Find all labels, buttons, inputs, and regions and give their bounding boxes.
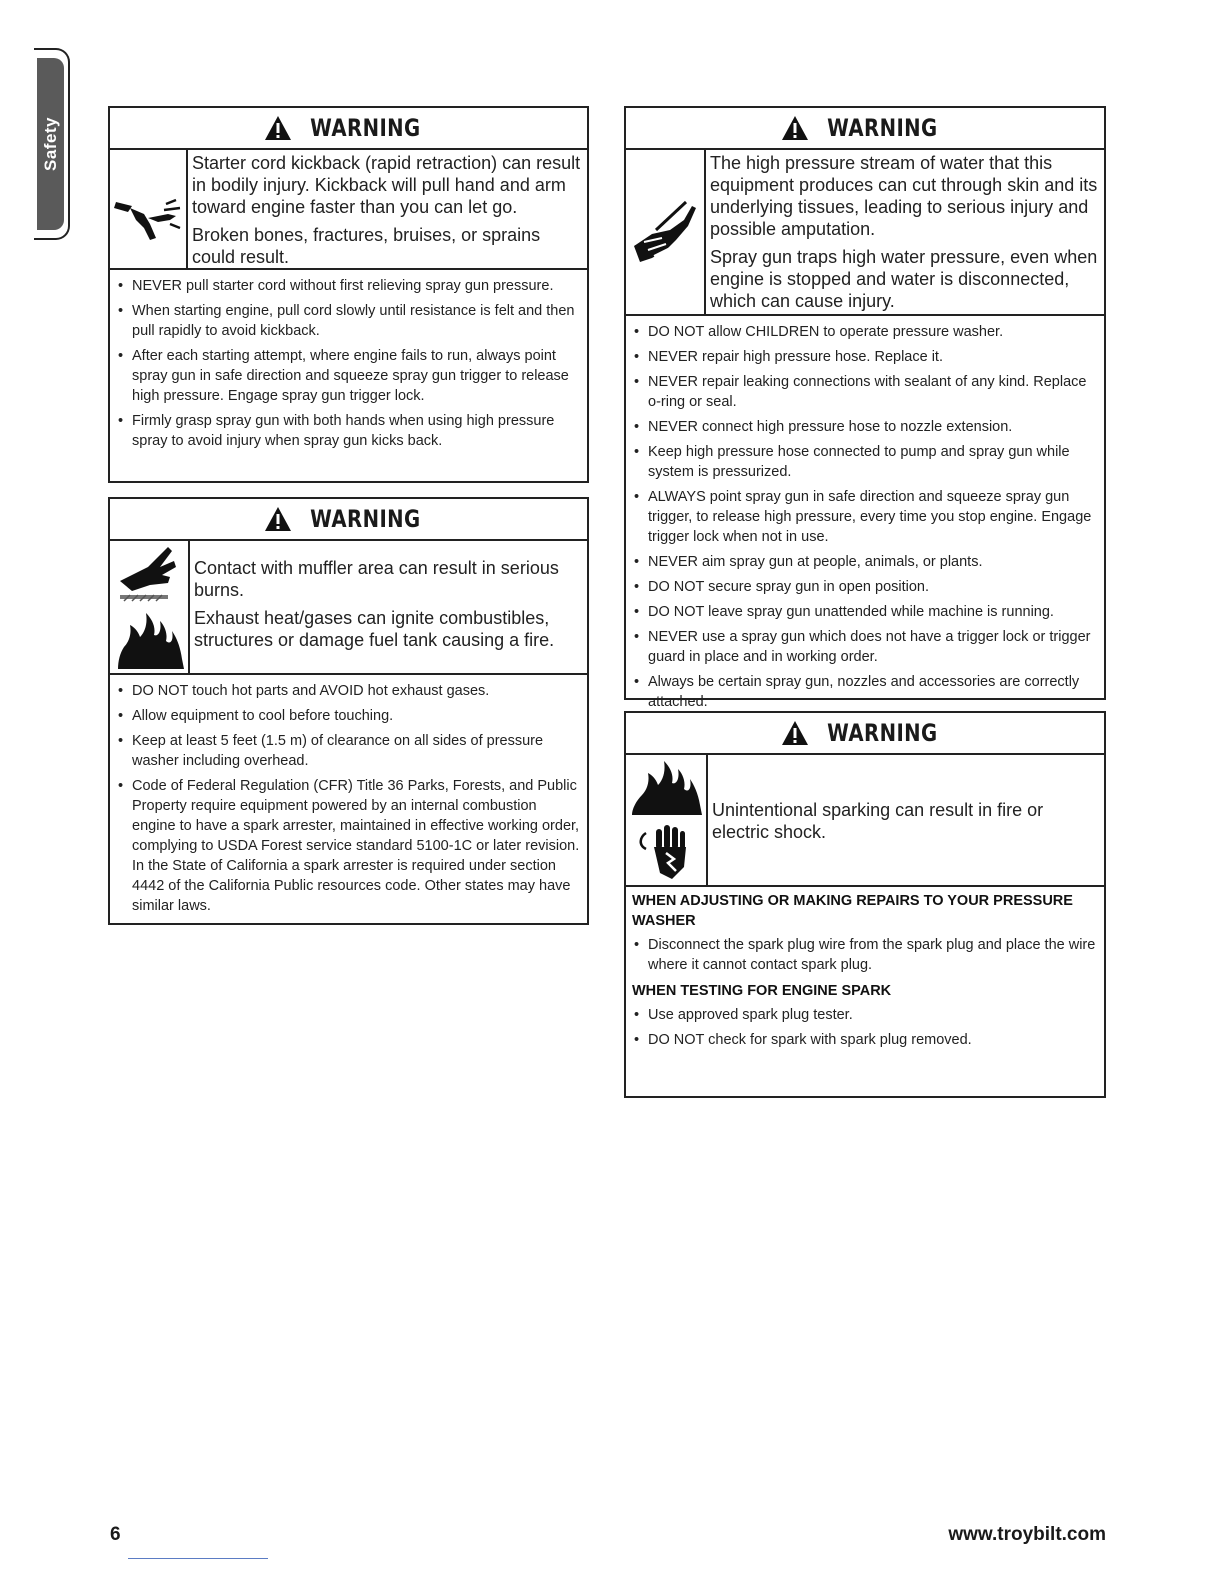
warning-triangle-icon — [781, 720, 809, 746]
list-item: • NEVER pull starter cord without first relieving spray gun pressure. — [118, 276, 581, 296]
list-item: • ALWAYS point spray gun in safe direction and squeeze spray gun trigger, to release high pressure, every time you stop engine. Engage trigger lock when not in use. — [634, 487, 1098, 547]
kickback-pictogram — [110, 150, 188, 268]
list-item: • Keep at least 5 feet (1.5 m) of clearance on all sides of pressure washer including overhead. — [118, 731, 581, 771]
safety-tab-fill — [37, 58, 64, 230]
website-url: www.troybilt.com — [948, 1524, 1106, 1545]
list-item: • NEVER aim spray gun at people, animals, or plants. — [634, 552, 1098, 572]
section-title-testing: WHEN TESTING FOR ENGINE SPARK — [632, 983, 892, 999]
warning-title: WARNING — [826, 719, 938, 747]
list-item: • Always be certain spray gun, nozzles and accessories are correctly attached. — [634, 672, 1098, 712]
warning-box-high-pressure — [624, 106, 1106, 710]
hazard-line-1: Unintentional sparking can result in fire or electric shock. — [712, 800, 1044, 842]
warning-header — [110, 108, 587, 150]
list-item: • DO NOT secure spray gun in open position. — [634, 577, 1098, 597]
list-item: • Keep high pressure hose connected to pump and spray gun while system is pressurized. — [634, 442, 1098, 482]
footer-divider — [128, 1558, 268, 1559]
burn-fire-pictogram — [110, 541, 190, 673]
hazard-line-1: Starter cord kickback (rapid retraction) can result in bodily injury. Kickback will pull hand and arm toward engine faster than you can let go. — [192, 153, 581, 217]
hazard-row — [110, 541, 587, 675]
list-item: • NEVER repair leaking connections with sealant of any kind. Replace o-ring or seal. — [634, 372, 1098, 412]
muffler-bullet-list — [110, 675, 587, 922]
hazard-row — [626, 755, 1104, 885]
testing-bullet-list — [626, 1001, 1104, 1056]
high-pressure-pictogram — [626, 150, 706, 314]
kickback-hand-icon — [110, 150, 186, 268]
hazard-text — [706, 150, 1104, 314]
hazard-text — [708, 755, 1104, 885]
warning-box-muffler — [108, 497, 589, 925]
warning-box-spark — [624, 711, 1106, 1098]
hazard-line-2: Spray gun traps high water pressure, even when engine is stopped and water is disconnected, which can cause injury. — [710, 247, 1098, 311]
list-item: • DO NOT leave spray gun unattended while machine is running. — [634, 602, 1098, 622]
warning-triangle-icon — [781, 115, 809, 141]
warning-triangle-icon — [264, 115, 292, 141]
hazard-line-1: The high pressure stream of water that this equipment produces can cut through skin and its underlying tissues, leading to serious injury and possible amputation. — [710, 153, 1098, 239]
high-pressure-bullet-list — [626, 316, 1104, 718]
list-item: • DO NOT allow CHILDREN to operate pressure washer. — [634, 322, 1098, 342]
hazard-row — [110, 150, 587, 270]
warning-title: WARNING — [310, 505, 421, 533]
warning-triangle-icon — [264, 506, 292, 532]
kickback-bullet-list — [110, 270, 587, 457]
warning-header — [626, 713, 1104, 755]
list-item: • DO NOT check for spark with spark plug removed. — [634, 1030, 1098, 1050]
list-item: • Code of Federal Regulation (CFR) Title 36 Parks, Forests, and Public Property require equipment powered by an internal combustion engine to have a spark arrester, maintained in effective working order, complying to USDA Forest service standard 5100-1C or later revision. In the State of California a spark arrester is required under section 4442 of the California Public resources code. Other states may have similar laws. — [118, 776, 581, 916]
repairs-bullet-list — [626, 931, 1104, 977]
list-item: • NEVER use a spray gun which does not have a trigger lock or trigger guard in place and in working order. — [634, 627, 1098, 667]
warning-title: WARNING — [310, 114, 421, 142]
hazard-row — [626, 150, 1104, 316]
fire-shock-pictogram — [626, 755, 708, 885]
warning-box-kickback — [108, 106, 589, 483]
section-title-repairs: WHEN ADJUSTING OR MAKING REPAIRS TO YOUR PRESSURE WASHER — [626, 885, 1104, 931]
hazard-line-1: Contact with muffler area can result in serious burns. — [194, 558, 559, 600]
warning-title: WARNING — [826, 114, 938, 142]
electric-shock-hand-icon — [626, 755, 706, 885]
list-item: • After each starting attempt, where engine fails to run, always point spray gun in safe direction and squeeze spray gun trigger to release high pressure. Engage spray gun trigger lock. — [118, 346, 581, 406]
hazard-line-2: Exhaust heat/gases can ignite combustibles, structures or damage fuel tank causing a fire. — [194, 608, 555, 650]
hazard-text — [188, 150, 587, 268]
list-item: • DO NOT touch hot parts and AVOID hot exhaust gases. — [118, 681, 581, 701]
safety-side-tab — [34, 48, 70, 240]
list-item: • NEVER connect high pressure hose to nozzle extension. — [634, 417, 1098, 437]
hazard-line-2: Broken bones, fractures, bruises, or sprains could result. — [192, 225, 541, 267]
list-item: • Use approved spark plug tester. — [634, 1005, 1098, 1025]
list-item: • Allow equipment to cool before touching. — [118, 706, 581, 726]
list-item: • NEVER repair high pressure hose. Replace it. — [634, 347, 1098, 367]
spray-cut-hand-icon — [626, 150, 704, 314]
page-number: 6 — [110, 1524, 121, 1545]
hazard-text — [190, 541, 587, 673]
safety-tab-label: Safety — [40, 116, 60, 172]
list-item: • When starting engine, pull cord slowly until resistance is felt and then pull rapidly to avoid kickback. — [118, 301, 581, 341]
fire-icon — [110, 541, 188, 673]
list-item: • Firmly grasp spray gun with both hands when using high pressure spray to avoid injury when spray gun kicks back. — [118, 411, 581, 451]
warning-header — [110, 499, 587, 541]
list-item: • Disconnect the spark plug wire from the spark plug and place the wire where it cannot contact spark plug. — [634, 935, 1098, 975]
warning-header — [626, 108, 1104, 150]
